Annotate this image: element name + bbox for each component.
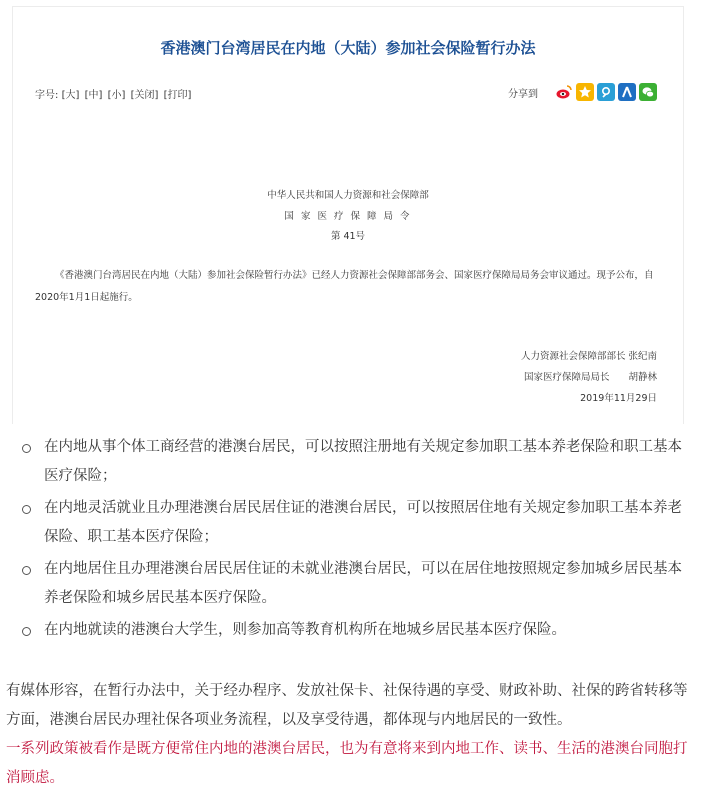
list-item: [0, 433, 700, 491]
highlight-paragraph: 一系列政策被看作是既方便常住内地的港澳台居民，也为有意将来到内地工作、读书、生活的港澳台同胞打消顾虑。: [6, 741, 688, 786]
bullet-circle-icon: [22, 444, 31, 453]
weibo-icon[interactable]: [555, 83, 573, 101]
order-number: 第 41号: [330, 231, 366, 242]
list-item-text: 在内地就读的港澳台大学生，则参加高等教育机构所在地城乡居民基本医疗保险。: [44, 622, 566, 638]
document-panel: [12, 6, 684, 424]
signature-minister: 人力资源社会保障部部长 张纪南: [520, 351, 657, 362]
list-item: [0, 616, 700, 645]
qzone-icon[interactable]: [576, 83, 594, 101]
signature-date: 2019年11月29日: [580, 393, 657, 404]
list-item-text: 在内地从事个体工商经营的港澳台居民，可以按照注册地有关规定参加职工基本养老保险和职工基本医疗保险；: [44, 439, 682, 484]
font-size-label: 字号:: [35, 90, 59, 101]
policy-list: [0, 433, 700, 648]
share-bar: [508, 83, 657, 101]
renren-icon[interactable]: [618, 83, 636, 101]
issuer-line-2: 国 家 医 疗 保 障 局 令: [284, 211, 412, 222]
bullet-circle-icon: [22, 627, 31, 636]
document-title: 香港澳门台湾居民在内地（大陆）参加社会保险暂行办法: [160, 39, 536, 57]
issuer-line-1: 中华人民共和国人力资源和社会保障部: [267, 190, 429, 201]
list-item-text: 在内地居住且办理港澳台居民居住证的未就业港澳台居民，可以在居住地按照规定参加城乡居民基本养老保险和城乡居民基本医疗保险。: [44, 561, 682, 606]
bullet-circle-icon: [22, 505, 31, 514]
signature-director: 国家医疗保障局局长 胡静林: [523, 372, 657, 383]
wechat-icon[interactable]: [639, 83, 657, 101]
list-item: [0, 555, 700, 613]
close-link[interactable]: [关闭]: [130, 90, 159, 101]
list-item-text: 在内地灵活就业且办理港澳台居民居住证的港澳台居民，可以按照居住地有关规定参加职工基本养老保险、职工基本医疗保险；: [44, 500, 682, 545]
announcement-body: 《香港澳门台湾居民在内地（大陆）参加社会保险暂行办法》已经人力资源社会保障部部务会、国家医疗保障局局务会审议通过。现予公布，自2020年1月1日起施行。: [35, 270, 654, 303]
list-item: [0, 494, 700, 552]
media-paragraph: 有媒体形容，在暂行办法中，关于经办程序、发放社保卡、社保待遇的享受、财政补助、社保的跨省转移等方面，港澳台居民办理社保各项业务流程，以及享受待遇，都体现与内地居民的一致性。: [6, 683, 688, 728]
bullet-circle-icon: [22, 566, 31, 575]
font-size-toolbar: [35, 86, 191, 101]
tencent-weibo-icon[interactable]: [597, 83, 615, 101]
print-link[interactable]: [打印]: [163, 90, 192, 101]
font-small-link[interactable]: [小]: [107, 90, 126, 101]
font-medium-link[interactable]: [中]: [84, 90, 103, 101]
share-label: 分享到: [508, 88, 538, 100]
font-large-link[interactable]: [大]: [61, 90, 80, 101]
